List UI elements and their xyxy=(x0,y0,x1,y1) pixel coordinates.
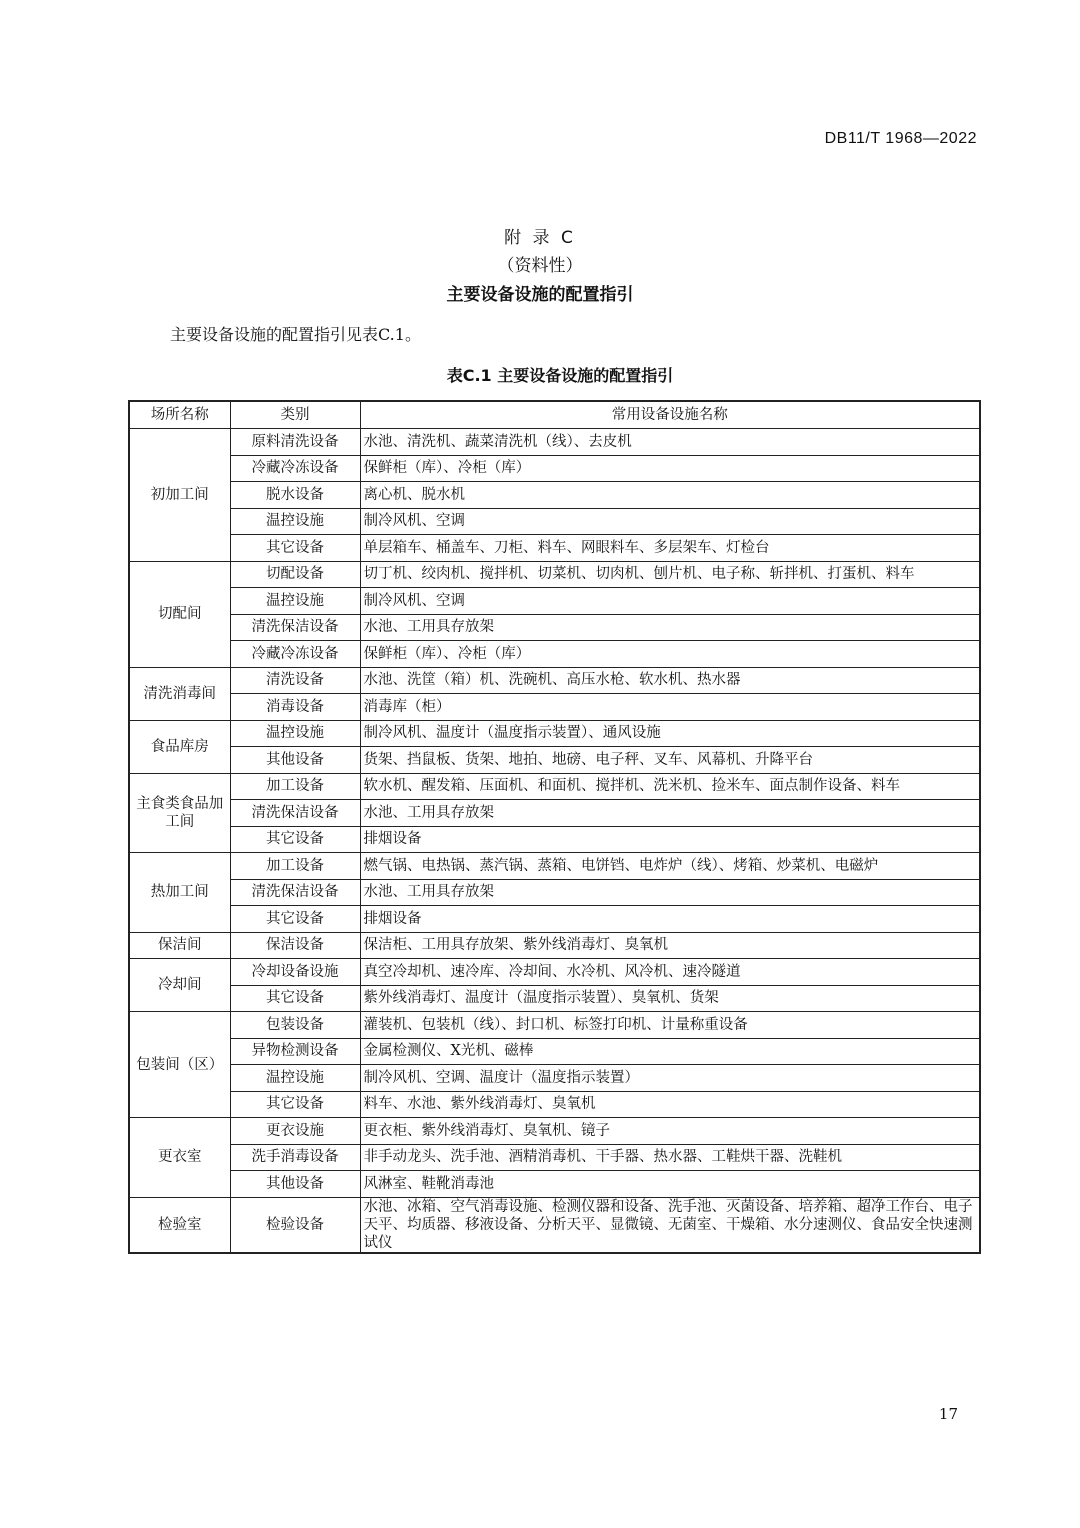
table-row xyxy=(129,853,980,880)
table-row xyxy=(129,720,980,747)
category-cell: 冷却设备设施 xyxy=(230,959,360,986)
header-equipment: 常用设备设施名称 xyxy=(360,401,980,429)
category-cell: 温控设施 xyxy=(230,720,360,747)
category-cell: 冷藏冷冻设备 xyxy=(230,455,360,482)
table-body xyxy=(129,429,980,1253)
appendix-label: 附 录 C xyxy=(504,228,576,248)
equipment-cell: 单层箱车、桶盖车、刀柜、料车、网眼料车、多层架车、灯检台 xyxy=(360,535,980,562)
place-cell: 保洁间 xyxy=(129,932,230,959)
equipment-cell: 金属检测仪、X光机、磁棒 xyxy=(360,1038,980,1065)
category-cell: 洗手消毒设备 xyxy=(230,1144,360,1171)
category-cell: 加工设备 xyxy=(230,853,360,880)
equipment-cell: 料车、水池、紫外线消毒灯、臭氧机 xyxy=(360,1091,980,1118)
table-row xyxy=(129,1197,980,1253)
place-cell: 更衣室 xyxy=(129,1118,230,1198)
page-number: 17 xyxy=(938,1405,958,1423)
category-cell: 清洗保洁设备 xyxy=(230,879,360,906)
category-cell: 原料清洗设备 xyxy=(230,429,360,456)
table-row xyxy=(129,535,980,562)
category-cell: 脱水设备 xyxy=(230,482,360,509)
category-cell: 温控设施 xyxy=(230,1065,360,1092)
place-cell: 主食类食品加工间 xyxy=(129,773,230,853)
place-cell: 初加工间 xyxy=(129,429,230,562)
category-cell: 其它设备 xyxy=(230,1091,360,1118)
table-row xyxy=(129,588,980,615)
header-place: 场所名称 xyxy=(129,401,230,429)
equipment-cell: 水池、工用具存放架 xyxy=(360,879,980,906)
category-cell: 异物检测设备 xyxy=(230,1038,360,1065)
table-row xyxy=(129,614,980,641)
table-row xyxy=(129,879,980,906)
category-cell: 清洗保洁设备 xyxy=(230,800,360,827)
place-cell: 清洗消毒间 xyxy=(129,667,230,720)
equipment-cell: 水池、清洗机、蔬菜清洗机（线）、去皮机 xyxy=(360,429,980,456)
table-row xyxy=(129,906,980,933)
table-caption: 表C.1 主要设备设施的配置指引 xyxy=(446,366,674,385)
equipment-cell: 货架、挡鼠板、货架、地拍、地磅、电子秤、叉车、风幕机、升降平台 xyxy=(360,747,980,774)
category-cell: 切配设备 xyxy=(230,561,360,588)
equipment-cell: 灌装机、包装机（线）、封口机、标签打印机、计量称重设备 xyxy=(360,1012,980,1039)
category-cell: 加工设备 xyxy=(230,773,360,800)
equipment-cell: 非手动龙头、洗手池、酒精消毒机、干手器、热水器、工鞋烘干器、洗鞋机 xyxy=(360,1144,980,1171)
equipment-cell: 水池、冰箱、空气消毒设施、检测仪器和设备、洗手池、灭菌设备、培养箱、超净工作台、电子天平、均质器、移液设备、分析天平、显微镜、无菌室、干燥箱、水分速测仪、食品安全快速测试仪 xyxy=(360,1197,980,1253)
category-cell: 清洗设备 xyxy=(230,667,360,694)
category-cell: 其它设备 xyxy=(230,906,360,933)
equipment-cell: 制冷风机、空调、温度计（温度指示装置） xyxy=(360,1065,980,1092)
table-row xyxy=(129,482,980,509)
table-row xyxy=(129,508,980,535)
place-cell: 检验室 xyxy=(129,1197,230,1253)
table-row xyxy=(129,800,980,827)
table-row xyxy=(129,1012,980,1039)
table-row xyxy=(129,694,980,721)
appendix-title: 主要设备设施的配置指引 xyxy=(446,285,634,305)
equipment-cell: 保鲜柜（库）、冷柜（库） xyxy=(360,455,980,482)
equipment-cell: 制冷风机、空调 xyxy=(360,588,980,615)
equipment-cell: 软水机、醒发箱、压面机、和面机、搅拌机、洗米机、捡米车、面点制作设备、料车 xyxy=(360,773,980,800)
appendix-nature: （资料性） xyxy=(497,256,583,276)
category-cell: 检验设备 xyxy=(230,1197,360,1253)
table-row xyxy=(129,561,980,588)
equipment-cell: 保鲜柜（库）、冷柜（库） xyxy=(360,641,980,668)
category-cell: 清洗保洁设备 xyxy=(230,614,360,641)
table-row xyxy=(129,826,980,853)
table-row xyxy=(129,1091,980,1118)
equipment-cell: 风淋室、鞋靴消毒池 xyxy=(360,1171,980,1198)
table-row xyxy=(129,773,980,800)
table-header-row xyxy=(129,401,980,429)
equipment-cell: 制冷风机、空调 xyxy=(360,508,980,535)
equipment-cell: 紫外线消毒灯、温度计（温度指示装置）、臭氧机、货架 xyxy=(360,985,980,1012)
equipment-cell: 保洁柜、工用具存放架、紫外线消毒灯、臭氧机 xyxy=(360,932,980,959)
table-row xyxy=(129,1038,980,1065)
equipment-cell: 制冷风机、温度计（温度指示装置）、通风设施 xyxy=(360,720,980,747)
equipment-cell: 切丁机、绞肉机、搅拌机、切菜机、切肉机、刨片机、电子称、斩拌机、打蛋机、料车 xyxy=(360,561,980,588)
category-cell: 冷藏冷冻设备 xyxy=(230,641,360,668)
table-row xyxy=(129,1171,980,1198)
category-cell: 消毒设备 xyxy=(230,694,360,721)
equipment-table xyxy=(128,400,981,1254)
place-cell: 食品库房 xyxy=(129,720,230,773)
table-row xyxy=(129,959,980,986)
place-cell: 热加工间 xyxy=(129,853,230,933)
table-row xyxy=(129,429,980,456)
place-cell: 冷却间 xyxy=(129,959,230,1012)
intro-paragraph: 主要设备设施的配置指引见表C.1。 xyxy=(170,325,421,344)
equipment-cell: 水池、工用具存放架 xyxy=(360,800,980,827)
category-cell: 保洁设备 xyxy=(230,932,360,959)
table-row xyxy=(129,1118,980,1145)
category-cell: 包装设备 xyxy=(230,1012,360,1039)
equipment-cell: 燃气锅、电热锅、蒸汽锅、蒸箱、电饼铛、电炸炉（线）、烤箱、炒菜机、电磁炉 xyxy=(360,853,980,880)
table-row xyxy=(129,1065,980,1092)
header-category: 类别 xyxy=(230,401,360,429)
table-row xyxy=(129,667,980,694)
place-cell: 包装间（区） xyxy=(129,1012,230,1118)
equipment-cell: 水池、洗筐（箱）机、洗碗机、高压水枪、软水机、热水器 xyxy=(360,667,980,694)
category-cell: 更衣设施 xyxy=(230,1118,360,1145)
table-row xyxy=(129,1144,980,1171)
document-code: DB11/T 1968—2022 xyxy=(824,130,977,147)
category-cell: 温控设施 xyxy=(230,588,360,615)
table-row xyxy=(129,932,980,959)
category-cell: 温控设施 xyxy=(230,508,360,535)
equipment-cell: 水池、工用具存放架 xyxy=(360,614,980,641)
equipment-cell: 消毒库（柜） xyxy=(360,694,980,721)
place-cell: 切配间 xyxy=(129,561,230,667)
table-row xyxy=(129,747,980,774)
table-row xyxy=(129,641,980,668)
equipment-cell: 排烟设备 xyxy=(360,906,980,933)
equipment-cell: 真空冷却机、速冷库、冷却间、水冷机、风冷机、速冷隧道 xyxy=(360,959,980,986)
category-cell: 其它设备 xyxy=(230,535,360,562)
table-row xyxy=(129,455,980,482)
table-row xyxy=(129,985,980,1012)
equipment-cell: 排烟设备 xyxy=(360,826,980,853)
equipment-cell: 离心机、脱水机 xyxy=(360,482,980,509)
category-cell: 其它设备 xyxy=(230,985,360,1012)
category-cell: 其它设备 xyxy=(230,826,360,853)
category-cell: 其他设备 xyxy=(230,747,360,774)
category-cell: 其他设备 xyxy=(230,1171,360,1198)
equipment-cell: 更衣柜、紫外线消毒灯、臭氧机、镜子 xyxy=(360,1118,980,1145)
